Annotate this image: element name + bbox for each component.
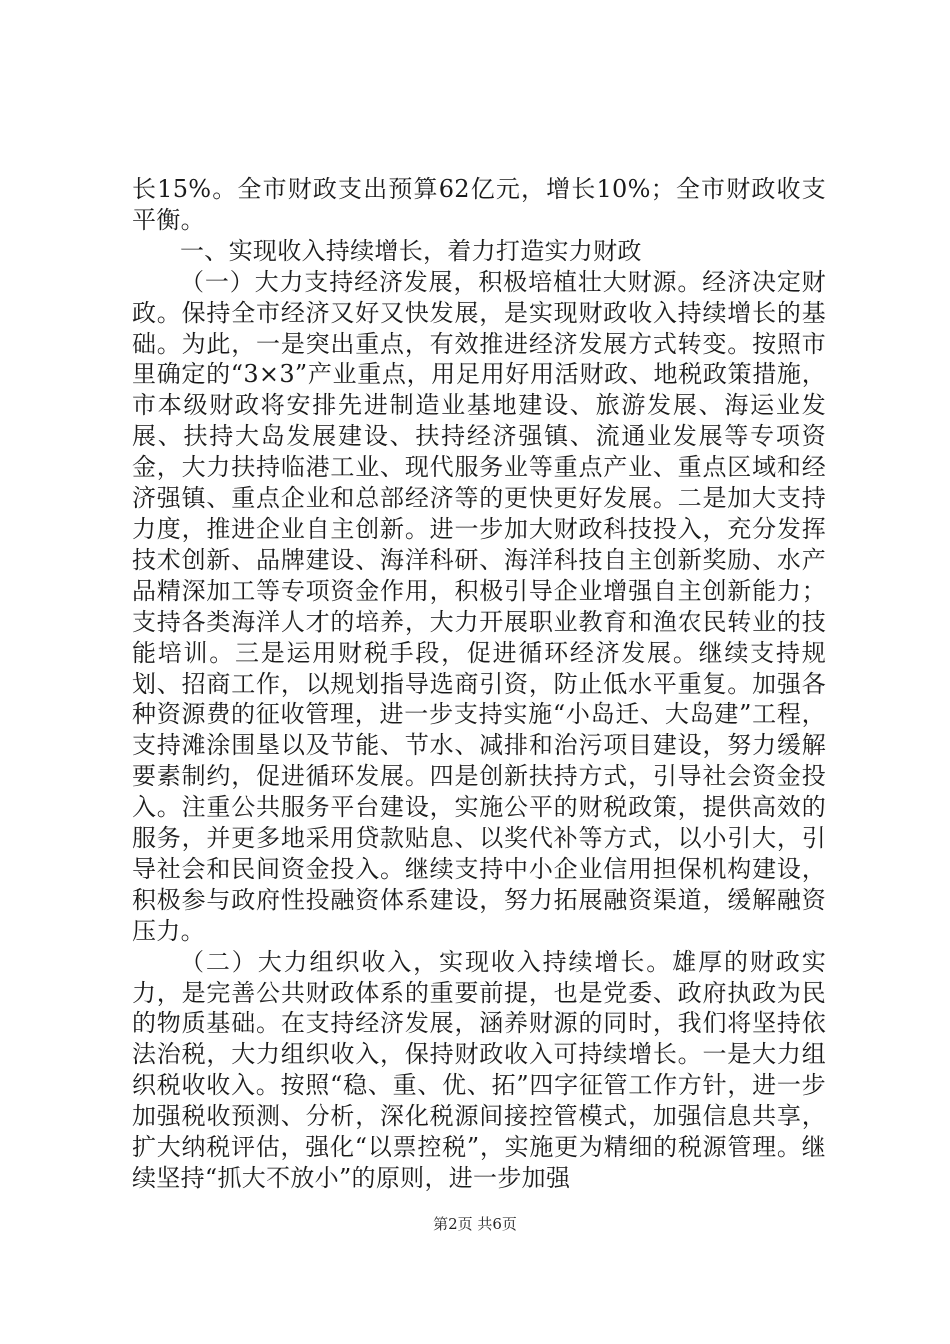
paragraph-continuation: 长15%。全市财政支出预算62亿元，增长10%；全市财政收支平衡。	[132, 175, 826, 234]
paragraph-subsection-1: （一）大力支持经济发展，积极培植壮大财源。经济决定财政。保持全市经济又好又快发展，是实现财政收入持续增长的基础。为此，一是突出重点，有效推进经济发展方式转变。按照市里确定的“3×3”产业重点，用足用好用活财政、地税政策措施，市本级财政将安排先进制造业基地建设、旅游发展、海运业发展、扶持大岛发展建设、扶持经济强镇、流通业发展等专项资金，大力扶持临港工业、现代服务业等重点产业、重点区域和经济强镇、重点企业和总部经济等的更快更好发展。二是加大支持力度，推进企业自主创新。进一步加大财政科技投入，充分发挥技术创新、品牌建设、海洋科研、海洋科技自主创新奖励、水产品精深加工等专项资金作用，积极引导企业增强自主创新能力；支持各类海洋人才的培养，大力开展职业教育和渔农民转业的技能培训。三是运用财税手段，促进循环经济发展。继续支持规划、招商工作，以规划指导选商引资，防止低水平重复。加强各种资源费的征收管理，进一步支持实施“小岛迁、大岛建”工程，支持滩涂围垦以及节能、节水、减排和治污项目建设，努力缓解要素制约，促进循环发展。四是创新扶持方式，引导社会资金投入。注重公共服务平台建设，实施公平的财税政策，提供高效的服务，并更多地采用贷款贴息、以奖代补等方式，以小引大，引导社会和民间资金投入。继续支持中小企业信用担保机构建设，积极参与政府性投融资体系建设，努力拓展融资渠道，缓解融资压力。	[132, 267, 826, 945]
section-heading: 一、实现收入持续增长，着力打造实力财政	[180, 236, 642, 265]
paragraph-subsection-2: （二）大力组织收入，实现收入持续增长。雄厚的财政实力，是完善公共财政体系的重要前提，也是党委、政府执政为民的物质基础。在支持经济发展，涵养财源的同时，我们将坚持依法治税，大力组织收入，保持财政收入可持续增长。一是大力组织税收收入。按照“稳、重、优、拓”四字征管工作方针，进一步加强税收预测、分析，深化税源间接控管模式，加强信息共享，扩大纳税评估，强化“以票控税”，实施更为精细的税源管理。继续坚持“抓大不放小”的原则，进一步加强	[132, 947, 826, 1192]
document-body	[132, 174, 826, 1194]
page-number-footer: 第2页 共6页	[433, 1215, 517, 1233]
